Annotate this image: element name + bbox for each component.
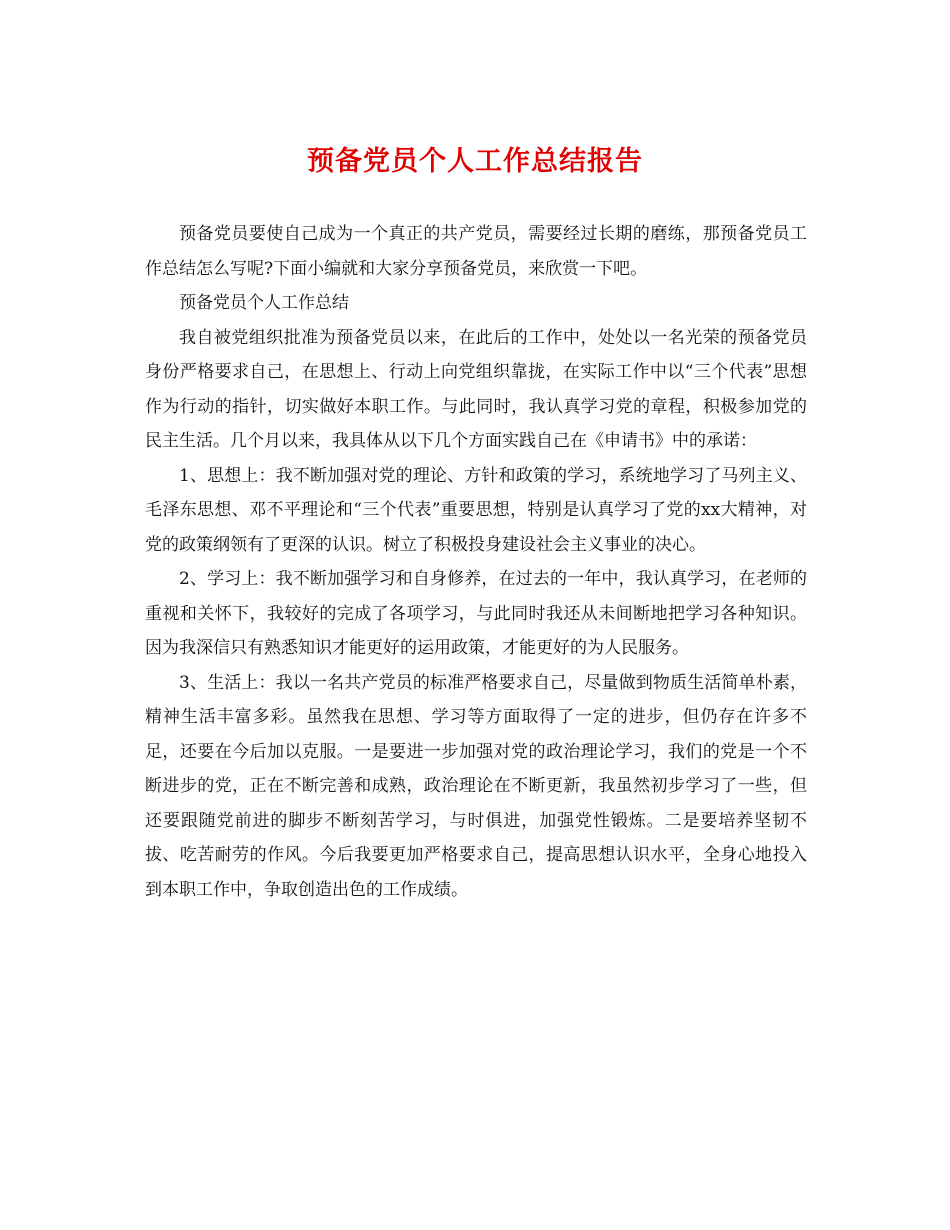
document-title: 预备党员个人工作总结报告 — [307, 146, 643, 177]
thought-paragraph: 1、思想上：我不断加强对党的理论、方针和政策的学习，系统地学习了马列主义、毛泽东思想、邓不平理论和“三个代表”重要思想，特别是认真学习了党的xx大精神，对党的政策纲领有了更深的认识。树立了积极投身建设社会主义事业的决心。 — [145, 465, 807, 555]
study-paragraph: 2、学习上：我不断加强学习和自身修养，在过去的一年中，我认真学习，在老师的重视和关怀下，我较好的完成了各项学习，与此同时我还从未间断地把学习各种知识。因为我深信只有熟悉知识才能更好的运用政策，才能更好的为人民服务。 — [145, 569, 807, 658]
document-body — [145, 217, 807, 907]
opening-paragraph: 我自被党组织批准为预备党员以来，在此后的工作中，处处以一名光荣的预备党员身份严格要求自己，在思想上、行动上向党组织靠拢，在实际工作中以“三个代表”思想作为行动的指针，切实做好本职工作。与此同时，我认真学习党的章程，积极参加党的民主生活。几个月以来，我具体从以下几个方面实践自己在《申请书》中的承诺： — [145, 327, 807, 451]
section-heading: 预备党员个人工作总结 — [179, 293, 349, 313]
intro-paragraph: 预备党员要使自己成为一个真正的共产党员，需要经过长期的磨练，那预备党员工作总结怎么写呢?下面小编就和大家分享预备党员，来欣赏一下吧。 — [145, 224, 807, 279]
life-paragraph: 3、生活上：我以一名共产党员的标准严格要求自己，尽量做到物质生活简单朴素，精神生活丰富多彩。虽然我在思想、学习等方面取得了一定的进步，但仍存在许多不足，还要在今后加以克服。一是要进一步加强对党的政治理论学习，我们的党是一个不断进步的党，正在不断完善和成熟，政治理论在不断更新，我虽然初步学习了一些，但还要跟随党前进的脚步不断刻苦学习，与时俱进，加强党性锻炼。二是要培养坚韧不拔、吃苦耐劳的作风。今后我要更加严格要求自己，提高思想认识水平，全身心地投入到本职工作中，争取创造出色的工作成绩。 — [145, 672, 807, 900]
